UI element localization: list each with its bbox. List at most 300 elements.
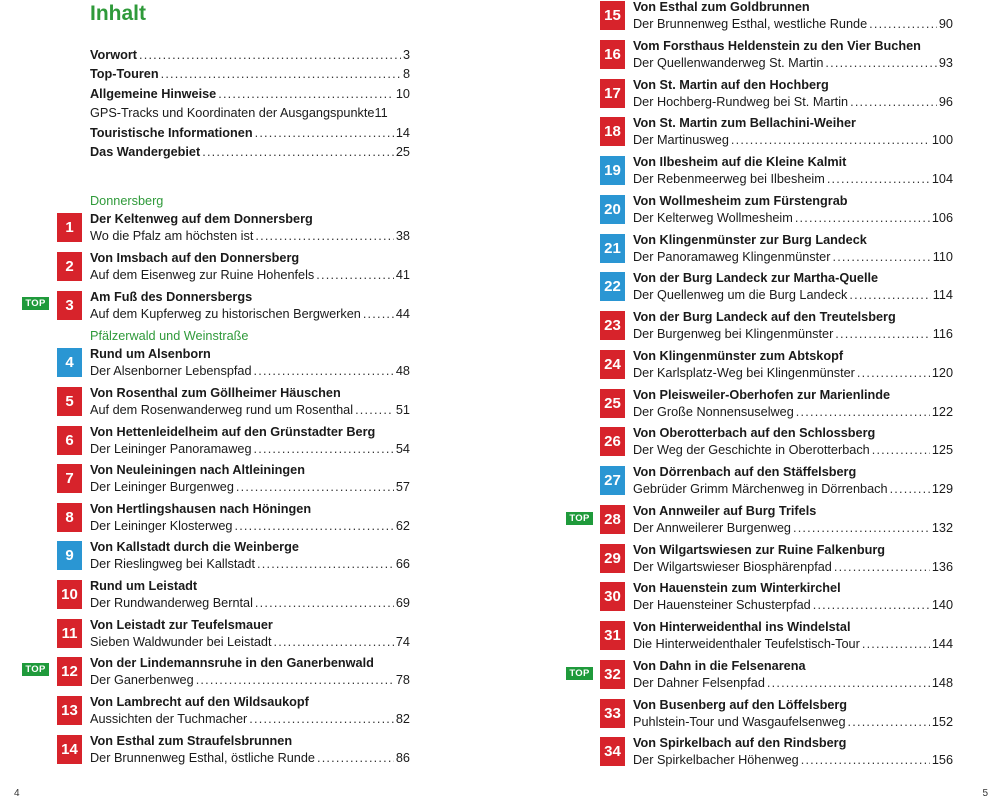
tour-text <box>90 733 410 767</box>
tour-number-badge: 1 <box>57 213 82 242</box>
tour-subtitle-row <box>633 714 953 731</box>
tour-title: Von Esthal zum Goldbrunnen <box>633 0 810 14</box>
toc-entry-page: 3 <box>402 48 410 62</box>
tour-number-badge: 12 <box>57 657 82 686</box>
tour-subtitle: Der Leininger Burgenweg <box>90 480 234 494</box>
tour-entry[interactable] <box>57 424 410 460</box>
tour-subtitle-row <box>633 597 953 614</box>
tour-number-badge: 13 <box>57 696 82 725</box>
leader-dots <box>255 124 394 143</box>
tour-subtitle-row <box>633 520 953 537</box>
tour-text <box>633 697 953 731</box>
toc-entry-page: 14 <box>395 125 410 140</box>
tour-title: Von der Burg Landeck zur Martha-Quelle <box>633 271 879 285</box>
tour-subtitle-row <box>633 132 953 149</box>
tour-number-badge: 19 <box>600 156 625 185</box>
tour-subtitle-row <box>90 228 410 245</box>
tour-text <box>633 0 953 33</box>
tour-entry[interactable] <box>57 501 410 537</box>
tour-title: Von Annweiler auf Burg Trifels <box>633 504 817 518</box>
tour-page: 148 <box>931 676 953 690</box>
leader-dots <box>218 85 394 104</box>
tour-text <box>90 211 410 245</box>
tour-subtitle-row <box>90 595 410 612</box>
tour-subtitle: Auf dem Kupferweg zu historischen Bergwerken <box>90 307 361 321</box>
tour-title: Von Hertlingshausen nach Höningen <box>90 502 312 516</box>
tour-text <box>90 617 410 651</box>
tour-title: Von Oberotterbach auf den Schlossberg <box>633 426 876 440</box>
tour-entry[interactable] <box>600 697 953 733</box>
tour-text <box>633 309 953 343</box>
tour-page: 93 <box>938 56 953 70</box>
tour-title: Von Neuleiningen nach Altleiningen <box>90 463 305 477</box>
tour-subtitle: Auf dem Rosenwanderweg rund um Rosenthal <box>90 403 354 417</box>
tour-text <box>90 578 410 612</box>
tour-text <box>633 193 953 227</box>
toc-entry-page: 11 <box>374 106 388 121</box>
tour-page: 62 <box>395 519 410 533</box>
tour-title: Von Ilbesheim auf die Kleine Kalmit <box>633 155 847 169</box>
page-title: Inhalt <box>90 2 146 25</box>
leader-dots <box>827 171 930 188</box>
leader-dots <box>234 518 393 535</box>
tour-subtitle-row <box>90 750 410 767</box>
tour-text <box>90 539 410 573</box>
tour-page: 78 <box>395 673 410 687</box>
tour-page: 114 <box>932 288 953 302</box>
tour-subtitle-row <box>90 711 410 728</box>
tour-entry[interactable] <box>57 733 410 769</box>
tour-page: 144 <box>931 637 953 651</box>
tour-text <box>90 694 410 728</box>
tour-subtitle-row <box>633 210 953 227</box>
tour-entry[interactable] <box>57 578 410 614</box>
tour-subtitle-row <box>633 16 953 33</box>
leader-dots <box>161 65 401 84</box>
tour-number-badge: 34 <box>600 737 625 766</box>
tour-title: Rund um Alsenborn <box>90 347 211 361</box>
leader-dots <box>254 441 394 458</box>
tour-text <box>633 542 953 576</box>
tour-page: 96 <box>938 95 953 109</box>
leader-dots <box>796 404 930 421</box>
toc-entry-label: Das Wandergebiet <box>90 144 201 159</box>
tour-entry[interactable] <box>57 385 410 421</box>
top-tour-badge: TOP <box>566 667 593 680</box>
tour-subtitle: Der Ganerbenweg <box>90 673 194 687</box>
tour-entry[interactable] <box>600 154 953 190</box>
tour-entry[interactable] <box>57 211 410 247</box>
tour-title: Von Dörrenbach auf den Stäffelsberg <box>633 465 857 479</box>
tour-number-badge: 32 <box>600 660 625 689</box>
tour-text <box>633 425 953 459</box>
tour-number-badge: 14 <box>57 735 82 764</box>
tour-subtitle-row <box>633 249 953 266</box>
tour-subtitle: Puhlstein-Tour und Wasgaufelsenweg <box>633 715 846 729</box>
tour-title: Rund um Leistadt <box>90 579 198 593</box>
leader-dots <box>872 442 930 459</box>
tour-entry[interactable] <box>600 464 953 500</box>
tour-title: Von Busenberg auf den Löffelsberg <box>633 698 848 712</box>
general-contents <box>90 46 410 162</box>
leader-dots <box>849 287 930 304</box>
tour-number-badge: 16 <box>600 40 625 69</box>
toc-entry-page: 10 <box>395 86 410 101</box>
tour-subtitle-row <box>633 365 953 382</box>
tour-number-badge: 2 <box>57 252 82 281</box>
tour-subtitle-row <box>90 672 410 689</box>
tour-title: Von Klingenmünster zur Burg Landeck <box>633 233 867 247</box>
tour-page: 120 <box>931 366 953 380</box>
tour-text <box>633 38 953 72</box>
toc-entry-page: 8 <box>402 67 410 82</box>
top-tour-badge: TOP <box>22 663 49 676</box>
tour-subtitle-row <box>90 267 410 284</box>
tour-text <box>633 464 953 498</box>
tour-subtitle: Der Kelterweg Wollmesheim <box>633 211 793 225</box>
tour-page: 156 <box>931 753 953 767</box>
tour-entry[interactable] <box>600 77 953 113</box>
leader-dots <box>832 249 930 266</box>
tour-entry[interactable] <box>600 232 953 268</box>
tour-title: Am Fuß des Donnersbergs <box>90 290 253 304</box>
tour-number-badge: 30 <box>600 582 625 611</box>
tour-entry[interactable] <box>57 694 410 730</box>
tour-subtitle: Die Hinterweidenthaler Teufelstisch-Tour <box>633 637 860 651</box>
tour-page: 82 <box>395 712 410 726</box>
tour-subtitle: Aussichten der Tuchmacher <box>90 712 248 726</box>
tour-text <box>633 580 953 614</box>
leader-dots <box>795 210 930 227</box>
toc-entry-touristische-informationen[interactable] <box>90 124 410 143</box>
tour-subtitle: Der Annweilerer Burgenweg <box>633 521 791 535</box>
tour-entry[interactable] <box>600 115 953 151</box>
tour-subtitle: Gebrüder Grimm Märchenweg in Dörrenbach <box>633 482 888 496</box>
tour-title: Von Hauenstein zum Winterkirchel <box>633 581 841 595</box>
tour-entry[interactable] <box>600 348 953 384</box>
tour-entry[interactable] <box>600 619 953 655</box>
tour-subtitle-row <box>633 442 953 459</box>
tour-entry[interactable] <box>25 655 410 691</box>
leader-dots <box>862 636 930 653</box>
tour-title: Von Spirkelbach auf den Rindsberg <box>633 736 847 750</box>
toc-entry-label: Top-Touren <box>90 67 159 82</box>
tour-entry[interactable] <box>600 38 953 74</box>
tour-entry[interactable] <box>57 346 410 382</box>
top-tour-badge: TOP <box>22 297 49 310</box>
leader-dots <box>249 711 394 728</box>
tour-page: 110 <box>932 250 953 264</box>
tour-subtitle: Wo die Pfalz am höchsten ist <box>90 229 254 243</box>
tour-number-badge: 24 <box>600 350 625 379</box>
tour-subtitle-row <box>90 306 410 323</box>
tour-title: Von Rosenthal zum Göllheimer Häuschen <box>90 386 341 400</box>
tour-subtitle: Der Rebenmeerweg bei Ilbesheim <box>633 172 825 186</box>
tour-page: 48 <box>395 364 410 378</box>
tour-subtitle-row <box>633 287 953 304</box>
tour-number-badge: 26 <box>600 427 625 456</box>
tour-title: Von Hettenleidelheim auf den Grünstadter Berg <box>90 425 376 439</box>
leader-dots <box>834 559 930 576</box>
leader-dots <box>257 556 394 573</box>
toc-entry-page: 25 <box>395 144 410 159</box>
tour-number-badge: 18 <box>600 117 625 146</box>
leader-dots <box>316 267 394 284</box>
tour-subtitle-row <box>633 752 953 769</box>
tour-number-badge: 15 <box>600 1 625 30</box>
tour-text <box>633 154 953 188</box>
tour-text <box>633 619 953 653</box>
tour-page: 74 <box>395 635 410 649</box>
tour-number-badge: 20 <box>600 195 625 224</box>
tour-page: 90 <box>938 17 953 31</box>
leader-dots <box>254 363 394 380</box>
leader-dots <box>255 228 394 245</box>
toc-entry-label: GPS-Tracks und Koordinaten der Ausgangspunkte <box>90 106 375 121</box>
tour-text <box>90 424 410 458</box>
tour-title: Der Keltenweg auf dem Donnersberg <box>90 212 313 226</box>
tour-title: Von Lambrecht auf den Wildsaukopf <box>90 695 309 709</box>
tour-subtitle: Der Alsenborner Lebenspfad <box>90 364 252 378</box>
tour-title: Von Wollmesheim zum Fürstengrab <box>633 194 848 208</box>
tour-number-badge: 4 <box>57 348 82 377</box>
tour-entry[interactable] <box>57 617 410 653</box>
tour-page: 136 <box>931 560 953 574</box>
tour-text <box>633 77 953 111</box>
tour-page: 100 <box>931 133 953 147</box>
tour-number-badge: 28 <box>600 505 625 534</box>
leader-dots <box>363 306 394 323</box>
tour-subtitle-row <box>633 481 953 498</box>
toc-entry-top-touren[interactable] <box>90 65 410 84</box>
tour-title: Von Imsbach auf den Donnersberg <box>90 251 300 265</box>
tour-number-badge: 7 <box>57 464 82 493</box>
tour-subtitle: Der Karlsplatz-Weg bei Klingenmünster <box>633 366 855 380</box>
tour-text <box>633 232 953 266</box>
tour-text <box>633 735 953 769</box>
tour-page: 104 <box>931 172 953 186</box>
tour-subtitle-row <box>90 363 410 380</box>
tour-page: 116 <box>932 327 953 341</box>
tour-title: Von der Burg Landeck auf den Treutelsberg <box>633 310 896 324</box>
tour-number-badge: 27 <box>600 466 625 495</box>
tour-title: Von Leistadt zur Teufelsmauer <box>90 618 273 632</box>
page-number: 4 <box>14 788 20 799</box>
tour-entry[interactable] <box>57 539 410 575</box>
tour-title: Von Wilgartswiesen zur Ruine Falkenburg <box>633 543 886 557</box>
tour-subtitle: Der Hochberg-Rundweg bei St. Martin <box>633 95 849 109</box>
tour-entry[interactable] <box>569 658 953 694</box>
tour-title: Von Hinterweidenthal ins Windelstal <box>633 620 851 634</box>
tour-number-badge: 21 <box>600 234 625 263</box>
tour-subtitle: Der Hauensteiner Schusterpfad <box>633 598 811 612</box>
tour-entry[interactable] <box>600 270 953 306</box>
tour-text <box>90 385 410 419</box>
tour-subtitle: Auf dem Eisenweg zur Ruine Hohenfels <box>90 268 315 282</box>
tour-entry[interactable] <box>25 289 410 325</box>
tour-page: 106 <box>931 211 953 225</box>
right-page <box>500 0 1000 800</box>
tour-number-badge: 10 <box>57 580 82 609</box>
tour-number-badge: 9 <box>57 541 82 570</box>
tour-text <box>633 348 953 382</box>
section-heading-pfaelzerwald: Pfälzerwald und Weinstraße <box>90 329 249 343</box>
leader-dots <box>767 675 930 692</box>
tour-page: 57 <box>395 480 410 494</box>
tour-subtitle-row <box>633 636 953 653</box>
tour-entry[interactable] <box>600 387 953 423</box>
tour-subtitle: Der Weg der Geschichte in Oberotterbach <box>633 443 870 457</box>
tour-page: 86 <box>395 751 410 765</box>
tour-page: 132 <box>931 521 953 535</box>
leader-dots <box>857 365 930 382</box>
tour-number-badge: 17 <box>600 79 625 108</box>
tour-page: 122 <box>931 405 953 419</box>
tour-page: 129 <box>931 482 953 496</box>
tour-text <box>90 501 410 535</box>
tour-subtitle: Der Dahner Felsenpfad <box>633 676 765 690</box>
tour-text <box>90 462 410 496</box>
tour-subtitle-row <box>633 326 953 343</box>
tour-subtitle-row <box>633 55 953 72</box>
tour-number-badge: 22 <box>600 272 625 301</box>
tour-page: 44 <box>395 307 410 321</box>
leader-dots <box>801 752 930 769</box>
tour-text <box>633 658 953 692</box>
tour-page: 69 <box>395 596 410 610</box>
leader-dots <box>825 55 936 72</box>
tour-title: Von der Lindemannsruhe in den Ganerbenwald <box>90 656 374 670</box>
tour-subtitle: Der Brunnenweg Esthal, östliche Runde <box>90 751 315 765</box>
tour-subtitle: Sieben Waldwunder bei Leistadt <box>90 635 272 649</box>
tour-entry[interactable] <box>57 462 410 498</box>
tour-subtitle: Der Burgenweg bei Klingenmünster <box>633 327 834 341</box>
leader-dots <box>731 132 930 149</box>
tour-entry[interactable] <box>600 193 953 229</box>
tour-title: Von St. Martin auf den Hochberg <box>633 78 829 92</box>
tour-title: Von Esthal zum Straufelsbrunnen <box>90 734 293 748</box>
tour-title: Von Dahn in die Felsenarena <box>633 659 806 673</box>
tour-number-badge: 25 <box>600 389 625 418</box>
tour-number-badge: 23 <box>600 311 625 340</box>
tour-subtitle: Der Quellenwanderweg St. Martin <box>633 56 824 70</box>
tour-subtitle: Der Spirkelbacher Höhenweg <box>633 753 799 767</box>
tour-subtitle-row <box>90 441 410 458</box>
tour-title: Von Klingenmünster zum Abtskopf <box>633 349 844 363</box>
leader-dots <box>890 481 930 498</box>
tour-number-badge: 29 <box>600 544 625 573</box>
tour-text <box>90 655 410 689</box>
tour-text <box>633 387 953 421</box>
tour-page: 51 <box>395 403 410 417</box>
tour-entry[interactable] <box>600 425 953 461</box>
leader-dots <box>236 479 394 496</box>
top-tour-badge: TOP <box>566 512 593 525</box>
toc-entry-allgemeine-hinweise[interactable] <box>90 85 410 104</box>
tour-subtitle-row <box>633 675 953 692</box>
toc-entry-label: Allgemeine Hinweise <box>90 86 217 101</box>
tour-number-badge: 3 <box>57 291 82 320</box>
tour-text <box>633 270 953 304</box>
toc-entry-label: Touristische Informationen <box>90 125 253 140</box>
page-number: 5 <box>982 788 988 799</box>
tour-subtitle: Der Rundwanderweg Berntal <box>90 596 253 610</box>
leader-dots <box>139 46 401 65</box>
tour-subtitle-row <box>90 479 410 496</box>
tour-number-badge: 6 <box>57 426 82 455</box>
leader-dots <box>848 714 930 731</box>
tour-subtitle: Der Rieslingweg bei Kallstadt <box>90 557 256 571</box>
tour-title: Von St. Martin zum Bellachini-Weiher <box>633 116 856 130</box>
tour-entry[interactable] <box>600 309 953 345</box>
tour-subtitle: Der Panoramaweg Klingenmünster <box>633 250 831 264</box>
leader-dots <box>274 634 394 651</box>
tour-subtitle: Der Leininger Klosterweg <box>90 519 233 533</box>
toc-entry-vorwort[interactable] <box>90 46 410 65</box>
tour-title: Von Kallstadt durch die Weinberge <box>90 540 299 554</box>
tour-subtitle-row <box>633 404 953 421</box>
section-heading-donnersberg: Donnersberg <box>90 194 164 208</box>
tour-subtitle: Der Brunnenweg Esthal, westliche Runde <box>633 17 868 31</box>
tour-subtitle: Der Große Nonnensuselweg <box>633 405 794 419</box>
leader-dots <box>850 94 937 111</box>
tour-text <box>90 289 410 323</box>
tour-subtitle: Der Martinusweg <box>633 133 729 147</box>
tour-subtitle-row <box>633 94 953 111</box>
tour-number-badge: 31 <box>600 621 625 650</box>
tour-number-badge: 5 <box>57 387 82 416</box>
leader-dots <box>202 143 394 162</box>
tour-subtitle-row <box>90 402 410 419</box>
tour-subtitle: Der Leininger Panoramaweg <box>90 442 252 456</box>
tour-page: 66 <box>395 557 410 571</box>
leader-dots <box>869 16 937 33</box>
tour-subtitle-row <box>90 634 410 651</box>
tour-page: 140 <box>931 598 953 612</box>
tour-text <box>90 250 410 284</box>
tour-entry[interactable] <box>57 250 410 286</box>
tour-text <box>90 346 410 380</box>
tour-subtitle: Der Wilgartswieser Biosphärenpfad <box>633 560 832 574</box>
tour-entry[interactable] <box>600 580 953 616</box>
tour-number-badge: 8 <box>57 503 82 532</box>
leader-dots <box>835 326 930 343</box>
tour-subtitle-row <box>90 518 410 535</box>
tour-entry[interactable] <box>600 0 953 35</box>
toc-entry-gps-tracks[interactable] <box>90 104 410 123</box>
tour-entry[interactable] <box>569 503 953 539</box>
tour-subtitle-row <box>633 559 953 576</box>
tour-entry[interactable] <box>600 542 953 578</box>
tour-entry[interactable] <box>600 735 953 771</box>
tour-subtitle: Der Quellenweg um die Burg Landeck <box>633 288 848 302</box>
leader-dots <box>255 595 394 612</box>
tour-page: 125 <box>931 443 953 457</box>
toc-entry-das-wandergebiet[interactable] <box>90 143 410 162</box>
tour-subtitle-row <box>633 171 953 188</box>
tour-text <box>633 115 953 149</box>
tour-page: 152 <box>931 715 953 729</box>
toc-entry-label: Vorwort <box>90 48 137 62</box>
tour-subtitle-row <box>90 556 410 573</box>
tour-page: 38 <box>395 229 410 243</box>
tour-number-badge: 11 <box>57 619 82 648</box>
tour-page: 54 <box>395 442 410 456</box>
tour-text <box>633 503 953 537</box>
tour-number-badge: 33 <box>600 699 625 728</box>
tour-page: 41 <box>395 268 410 282</box>
leader-dots <box>813 597 930 614</box>
